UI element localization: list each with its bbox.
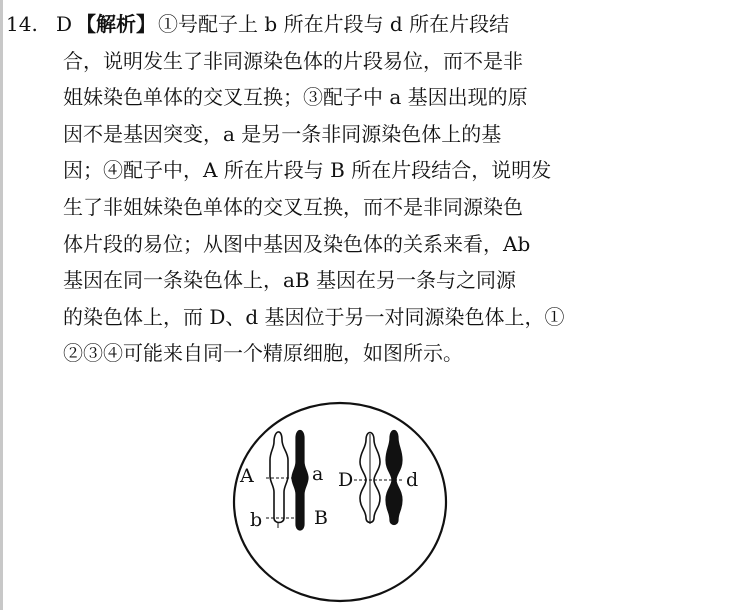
gene-label-b: b <box>250 509 263 531</box>
question-number: 14. <box>6 12 38 36</box>
page-edge-rule <box>0 0 3 610</box>
cell-diagram <box>230 400 450 605</box>
explanation-line-7: 体片段的易位；从图中基因及染色体的关系来看，Ab <box>63 231 531 256</box>
gene-label-a: a <box>312 463 324 485</box>
cell-membrane <box>234 403 446 601</box>
chromosome-black-2 <box>386 431 402 525</box>
answer-choice: D <box>56 12 73 36</box>
gene-label-d: d <box>406 469 419 491</box>
chromosome-white-1 <box>270 432 288 523</box>
chromosome-black-1 <box>292 431 308 531</box>
gene-label-B: B <box>314 507 328 529</box>
gene-label-D: D <box>338 469 354 491</box>
explanation-line-10: ②③④可能来自同一个精原细胞，如图所示。 <box>63 341 463 366</box>
cell-diagram-svg <box>230 400 450 605</box>
explanation-text: ①号配子上 b 所在片段与 d 所在片段结 <box>158 12 510 36</box>
explanation-line-4: 因不是基因突变，a 是另一条非同源染色体上的基 <box>63 121 502 146</box>
explanation-line-2: 合，说明发生了非同源染色体的片段易位，而不是非 <box>63 48 523 73</box>
answer-explanation <box>6 6 734 372</box>
explanation-line-6: 生了非姐妹染色单体的交叉互换，而不是非同源染色 <box>63 194 523 219</box>
gene-label-A: A <box>240 465 254 487</box>
explanation-line-5: 因；④配子中，A 所在片段与 B 所在片段结合，说明发 <box>63 158 552 183</box>
explanation-line-9: 的染色体上，而 D、d 基因位于另一对同源染色体上，① <box>63 304 565 329</box>
explanation-line-8: 基因在同一条染色体上，aB 基因在另一条与之同源 <box>63 268 516 293</box>
explanation-line-1 <box>6 6 734 43</box>
explanation-line-3: 姐妹染色单体的交叉互换；③配子中 a 基因出现的原 <box>63 85 528 110</box>
analysis-tag: 【解析】 <box>76 12 157 36</box>
